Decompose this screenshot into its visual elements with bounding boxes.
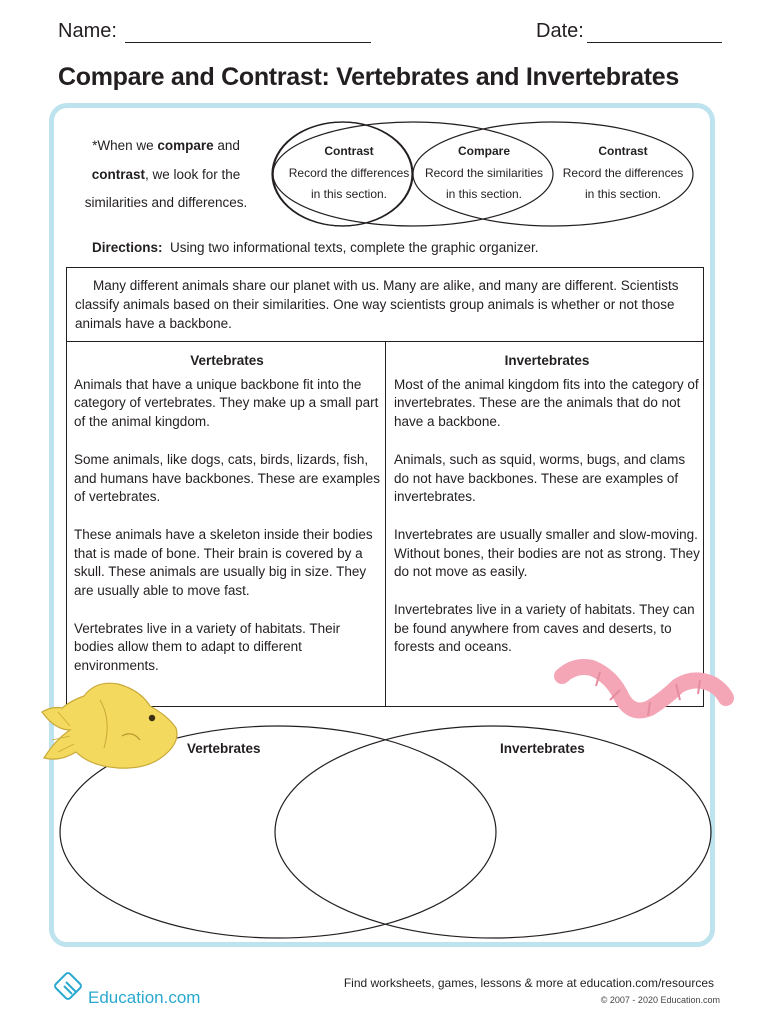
name-input-line[interactable]: [125, 42, 371, 43]
venn-left-label: Vertebrates: [187, 741, 261, 756]
vertebrates-column: [74, 352, 380, 695]
invertebrates-heading: Invertebrates: [504, 353, 590, 368]
invertebrates-column: [394, 352, 700, 676]
footer-tagline[interactable]: Find worksheets, games, lessons & more at education.com/resources: [343, 976, 714, 990]
column-divider: [385, 341, 386, 707]
intro-passage: Many different animals share our planet with us. Many are alike, and many are different. Scientists classify animals based on their similarities. One way scientists group animals is whether or not those animals have a backbone.: [66, 267, 704, 342]
vertebrates-paragraph: Some animals, like dogs, cats, birds, lizards, fish, and humans have backbones. These are examples of vertebrates.: [74, 451, 380, 505]
venn-right-label: Invertebrates: [500, 741, 585, 756]
venn-key-left: Contrast Record the differences in this section.: [288, 144, 410, 201]
venn-key-right: Contrast Record the differences in this section.: [562, 144, 684, 201]
venn-key-middle: Compare Record the similarities in this section.: [424, 144, 544, 201]
invertebrates-paragraph: Invertebrates are usually smaller and slow-moving. Without bones, their bodies are not as strong. They do not move as easily.: [394, 526, 700, 580]
vertebrates-paragraph: Animals that have a unique backbone fit into the category of vertebrates. They make up a small part of the animal kingdom.: [74, 376, 379, 430]
footer-copyright: © 2007 - 2020 Education.com: [600, 995, 720, 1005]
invertebrates-paragraph: Invertebrates live in a variety of habitats. They can be found anywhere from caves and deserts, to forests and oceans.: [394, 602, 695, 655]
vertebrates-paragraph: These animals have a skeleton inside their bodies that is made of bone. Their brain is covered by a skull. These animals are usually big in size. They are usually able to move fast.: [74, 526, 373, 599]
education-logo-text[interactable]: Education.com: [88, 988, 201, 1007]
vertebrates-heading: Vertebrates: [190, 353, 264, 368]
date-label: Date:: [536, 20, 584, 42]
intro-text: *When we compare and contrast, we look for the similarities and differences.: [84, 138, 248, 210]
invertebrates-paragraph: Animals, such as squid, worms, bugs, and clams do not have backbones. These are examples of invertebrates.: [394, 451, 686, 505]
name-label: Name:: [58, 20, 117, 42]
education-logo-icon: [54, 972, 82, 1000]
vertebrates-paragraph: Vertebrates live in a variety of habitats. Their bodies allow them to adapt to different environments.: [74, 620, 341, 674]
date-input-line[interactable]: [587, 42, 722, 43]
page-title: Compare and Contrast: Vertebrates and Invertebrates: [58, 63, 680, 91]
directions: Directions: Using two informational texts, complete the graphic organizer.: [92, 240, 539, 255]
invertebrates-paragraph: Most of the animal kingdom fits into the category of invertebrates. These are the animals that do not have a backbone.: [394, 376, 699, 430]
